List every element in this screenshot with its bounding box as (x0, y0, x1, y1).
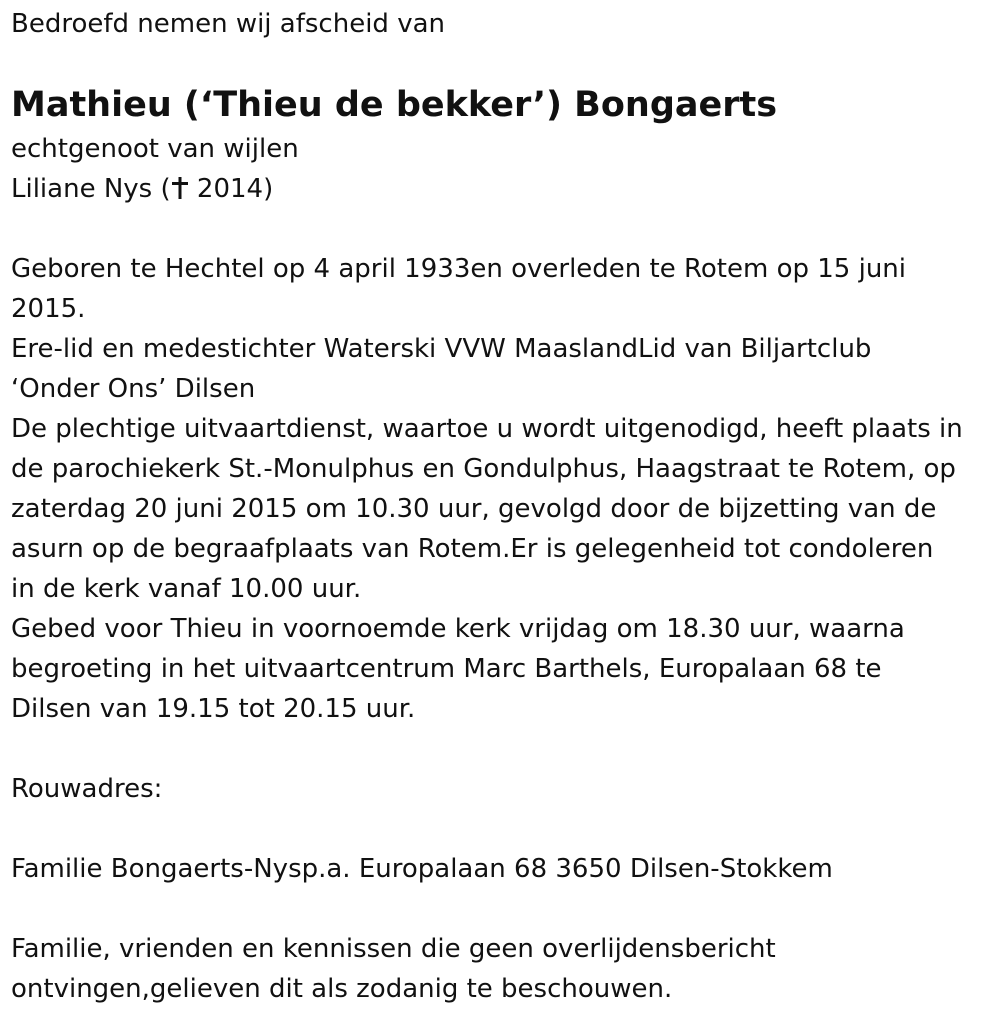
mourning-address: Familie Bongaerts-Nysp.a. Europalaan 68 3650 Dilsen-Stokkem (11, 854, 833, 884)
spouse-death-year: 2014 (196, 174, 264, 204)
service-line-3: zaterdag 20 juni 2015 om 10.30 uur, gevolgd door de bijzetting van de (11, 494, 937, 524)
cross-icon (171, 169, 189, 209)
service-line-4: asurn op de begraafplaats van Rotem.Er is gelegenheid tot condoleren (11, 534, 934, 564)
mourning-address-label: Rouwadres: (11, 774, 163, 804)
prayer-line-3: Dilsen van 19.15 tot 20.15 uur. (11, 694, 416, 724)
spouse-name: Liliane Nys (11, 174, 153, 204)
prayer-line-1: Gebed voor Thieu in voornoemde kerk vrijdag om 18.30 uur, waarna (11, 614, 905, 644)
birth-death-line-2: 2015. (11, 294, 86, 324)
death-notice (11, 4, 996, 1009)
deceased-name: Mathieu (‘Thieu de bekker’) Bongaerts (11, 85, 778, 125)
spouse-line: Liliane Nys ( 2014) (11, 169, 996, 209)
spacer (11, 209, 996, 249)
membership-line-2: ‘Onder Ons’ Dilsen (11, 374, 256, 404)
membership-line-1: Ere-lid en medestichter Waterski VVW MaaslandLid van Biljartclub (11, 334, 872, 364)
prayer-line-2: begroeting in het uitvaartcentrum Marc Barthels, Europalaan 68 te (11, 654, 882, 684)
spouse-relation: echtgenoot van wijlen (11, 134, 299, 164)
service-line-1: De plechtige uitvaartdienst, waartoe u wordt uitgenodigd, heeft plaats in (11, 414, 963, 444)
spacer (11, 809, 996, 849)
birth-death-line-1: Geboren te Hechtel op 4 april 1933en overleden te Rotem op 15 juni (11, 254, 907, 284)
closing-line-2: ontvingen,gelieven dit als zodanig te beschouwen. (11, 974, 673, 1004)
spacer (11, 889, 996, 929)
intro-text: Bedroefd nemen wij afscheid van (11, 9, 445, 39)
spacer (11, 729, 996, 769)
service-line-5: in de kerk vanaf 10.00 uur. (11, 574, 362, 604)
service-line-2: de parochiekerk St.-Monulphus en Gondulphus, Haagstraat te Rotem, op (11, 454, 956, 484)
closing-line-1: Familie, vrienden en kennissen die geen overlijdensbericht (11, 934, 776, 964)
